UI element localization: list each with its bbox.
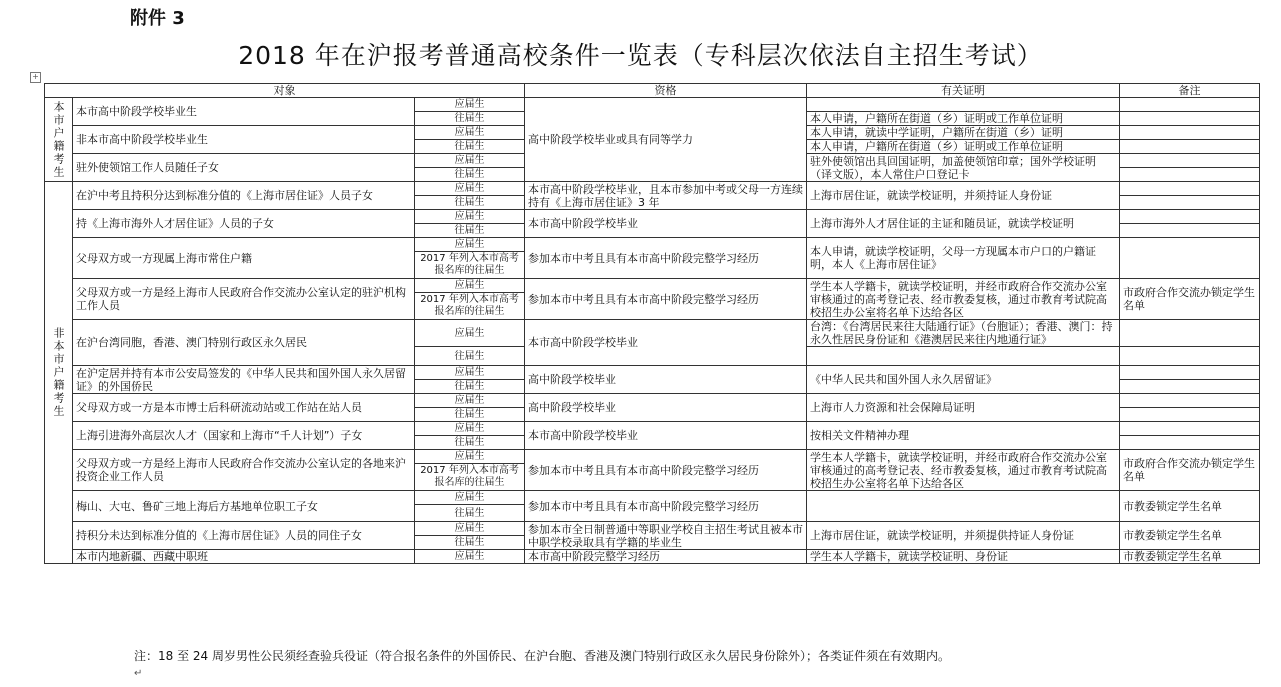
remark-cell: 市教委锁定学生名单 — [1120, 522, 1260, 550]
table-row — [45, 550, 1260, 564]
proof-cell: 台湾：《台湾居民来往大陆通行证》（台胞证）；香港、澳门：持永久性居民身份证和《港澳居民来往内地通行证》 — [807, 320, 1120, 347]
student-type: 应届生 — [415, 98, 525, 112]
qualification-cell: 高中阶段学校毕业 — [525, 394, 807, 422]
remark-cell — [1120, 112, 1260, 126]
object-cell: 上海引进海外高层次人才（国家和上海市“千人计划”）子女 — [73, 422, 415, 450]
object-cell: 在沪中考且持积分达到标准分值的《上海市居住证》人员子女 — [73, 182, 415, 210]
student-type: 往届生 — [415, 140, 525, 154]
remark-cell: 市教委锁定学生名单 — [1120, 491, 1260, 522]
page-title: 2018 年在沪报考普通高校条件一览表（专科层次依法自主招生考试） — [238, 41, 1043, 70]
remark-cell — [1120, 98, 1260, 112]
object-cell: 本市高中阶段学校毕业生 — [73, 98, 415, 126]
student-type: 应届生 — [415, 394, 525, 408]
table-row — [45, 279, 1260, 293]
table-row — [45, 450, 1260, 464]
footnote: 注：18 至 24 周岁男性公民须经查验兵役证（符合报名条件的外国侨民、在沪台胞、香港及澳门特别行政区永久居民身份除外）；各类证件须在有效期内。 — [134, 649, 950, 663]
table-header-row — [45, 84, 1260, 98]
qualification-cell: 高中阶段学校毕业 — [525, 366, 807, 394]
qualification-cell: 参加本市中考且具有本市高中阶段完整学习经历 — [525, 279, 807, 320]
qualification-cell: 参加本市中考且具有本市高中阶段完整学习经历 — [525, 450, 807, 491]
remark-cell — [1120, 126, 1260, 140]
proof-cell: 学生本人学籍卡，就读学校证明，并经市政府合作交流办公室审核通过的高考登记表、经市教委复核，通过市教育考试院高校招生办公室将名单下达给各区 — [807, 450, 1120, 491]
proof-cell: 驻外使领馆出具回国证明，加盖使领馆印章；国外学校证明（译文版），本人常住户口登记卡 — [807, 154, 1120, 182]
paragraph-mark-icon: ↵ — [134, 668, 143, 679]
col-header-qualification: 资格 — [525, 84, 807, 98]
remark-cell — [1120, 238, 1260, 279]
student-type: 应届生 — [415, 320, 525, 347]
remark-cell — [1120, 408, 1260, 422]
proof-cell — [807, 98, 1120, 112]
conditions-table — [44, 83, 1260, 564]
object-cell: 梅山、大屯、鲁矿三地上海后方基地单位职工子女 — [73, 491, 415, 522]
qualification-cell: 本市高中阶段学校毕业 — [525, 422, 807, 450]
col-header-remark: 备注 — [1120, 84, 1260, 98]
proof-cell: 上海市海外人才居住证的主证和随员证，就读学校证明 — [807, 210, 1120, 238]
object-cell: 父母双方或一方是经上海市人民政府合作交流办公室认定的各地来沪投资企业工作人员 — [73, 450, 415, 491]
student-type: 应届生 — [415, 279, 525, 293]
attachment-label: 附件 3 — [130, 8, 185, 29]
remark-cell — [1120, 168, 1260, 182]
table-row — [45, 422, 1260, 436]
remark-cell — [1120, 347, 1260, 366]
table-row — [45, 394, 1260, 408]
remark-cell — [1120, 182, 1260, 196]
student-type: 往届生 — [415, 112, 525, 126]
remark-cell — [1120, 394, 1260, 408]
table-row — [45, 98, 1260, 112]
remark-cell — [1120, 196, 1260, 210]
remark-cell — [1120, 210, 1260, 224]
student-type: 往届生 — [415, 505, 525, 522]
remark-cell — [1120, 422, 1260, 436]
remark-cell: 市政府合作交流办锁定学生名单 — [1120, 279, 1260, 320]
student-type: 2017 年列入本市高考报名库的往届生 — [415, 252, 525, 279]
proof-cell: 上海市居住证，就读学校证明，并须提供持证人身份证 — [807, 522, 1120, 550]
qualification-cell: 参加本市全日制普通中等职业学校自主招生考试且被本市中职学校录取具有学籍的毕业生 — [525, 522, 807, 550]
proof-cell: 学生本人学籍卡，就读学校证明，并经市政府合作交流办公室审核通过的高考登记表、经市教委复核，通过市教育考试院高校招生办公室将名单下达给各区 — [807, 279, 1120, 320]
student-type: 往届生 — [415, 536, 525, 550]
proof-cell: 本人申请，就读学校证明，父母一方现属本市户口的户籍证明，本人《上海市居住证》 — [807, 238, 1120, 279]
student-type: 应届生 — [415, 154, 525, 168]
remark-cell — [1120, 366, 1260, 380]
student-type: 应届生 — [415, 491, 525, 505]
proof-cell — [807, 347, 1120, 366]
proof-cell: 学生本人学籍卡，就读学校证明、身份证 — [807, 550, 1120, 564]
qualification-cell: 本市高中阶段完整学习经历 — [525, 550, 807, 564]
qualification-cell: 高中阶段学校毕业或具有同等学力 — [525, 98, 807, 182]
table-row — [45, 522, 1260, 536]
proof-cell: 按相关文件精神办理 — [807, 422, 1120, 450]
table-row — [45, 491, 1260, 505]
object-cell: 父母双方或一方是本市博士后科研流动站或工作站在站人员 — [73, 394, 415, 422]
qualification-cell: 本市高中阶段学校毕业 — [525, 320, 807, 366]
object-cell: 父母双方或一方是经上海市人民政府合作交流办公室认定的驻沪机构工作人员 — [73, 279, 415, 320]
qualification-cell: 本市高中阶段学校毕业 — [525, 210, 807, 238]
student-type: 2017 年列入本市高考报名库的往届生 — [415, 293, 525, 320]
student-type: 应届生 — [415, 450, 525, 464]
object-cell: 驻外使领馆工作人员随任子女 — [73, 154, 415, 182]
remark-cell — [1120, 224, 1260, 238]
qualification-cell: 参加本市中考且具有本市高中阶段完整学习经历 — [525, 238, 807, 279]
remark-cell: 市教委锁定学生名单 — [1120, 550, 1260, 564]
proof-cell: 本人申请，就读中学证明，户籍所在街道（乡）证明 — [807, 126, 1120, 140]
student-type: 往届生 — [415, 380, 525, 394]
table-row — [45, 366, 1260, 380]
student-type: 2017 年列入本市高考报名库的往届生 — [415, 464, 525, 491]
proof-cell: 上海市居住证，就读学校证明，并须持证人身份证 — [807, 182, 1120, 210]
table-row — [45, 238, 1260, 252]
object-cell: 父母双方或一方现属上海市常住户籍 — [73, 238, 415, 279]
object-cell: 在沪定居并持有本市公安局签发的《中华人民共和国外国人永久居留证》的外国侨民 — [73, 366, 415, 394]
student-type: 往届生 — [415, 347, 525, 366]
table-move-handle-icon[interactable]: + — [30, 72, 41, 83]
student-type: 应届生 — [415, 126, 525, 140]
student-type: 应届生 — [415, 210, 525, 224]
table-row — [45, 182, 1260, 196]
remark-cell — [1120, 154, 1260, 168]
remark-cell — [1120, 320, 1260, 347]
object-cell: 在沪台湾同胞，香港、澳门特别行政区永久居民 — [73, 320, 415, 366]
proof-cell: 上海市人力资源和社会保障局证明 — [807, 394, 1120, 422]
proof-cell — [807, 491, 1120, 522]
category-local: 本市户籍考生 — [45, 98, 73, 182]
col-header-object: 对象 — [45, 84, 525, 98]
qualification-cell: 参加本市中考且具有本市高中阶段完整学习经历 — [525, 491, 807, 522]
student-type: 往届生 — [415, 408, 525, 422]
remark-cell — [1120, 140, 1260, 154]
proof-cell: 本人申请，户籍所在街道（乡）证明或工作单位证明 — [807, 112, 1120, 126]
object-cell: 持《上海市海外人才居住证》人员的子女 — [73, 210, 415, 238]
student-type: 应届生 — [415, 182, 525, 196]
student-type: 应届生 — [415, 522, 525, 536]
table-row — [45, 210, 1260, 224]
object-cell: 本市内地新疆、西藏中职班 — [73, 550, 415, 564]
object-cell: 非本市高中阶段学校毕业生 — [73, 126, 415, 154]
student-type: 往届生 — [415, 168, 525, 182]
student-type: 往届生 — [415, 224, 525, 238]
col-header-proof: 有关证明 — [807, 84, 1120, 98]
student-type: 应届生 — [415, 422, 525, 436]
student-type: 应届生 — [415, 366, 525, 380]
category-nonlocal: 非本市户籍考生 — [45, 182, 73, 564]
student-type: 应届生 — [415, 238, 525, 252]
table-row — [45, 320, 1260, 347]
student-type: 应届生 — [415, 550, 525, 564]
student-type: 往届生 — [415, 196, 525, 210]
proof-cell: 《中华人民共和国外国人永久居留证》 — [807, 366, 1120, 394]
qualification-cell: 本市高中阶段学校毕业，且本市参加中考或父母一方连续持有《上海市居住证》3 年 — [525, 182, 807, 210]
remark-cell: 市政府合作交流办锁定学生名单 — [1120, 450, 1260, 491]
remark-cell — [1120, 436, 1260, 450]
remark-cell — [1120, 380, 1260, 394]
proof-cell: 本人申请，户籍所在街道（乡）证明或工作单位证明 — [807, 140, 1120, 154]
student-type: 往届生 — [415, 436, 525, 450]
object-cell: 持积分未达到标准分值的《上海市居住证》人员的同住子女 — [73, 522, 415, 550]
